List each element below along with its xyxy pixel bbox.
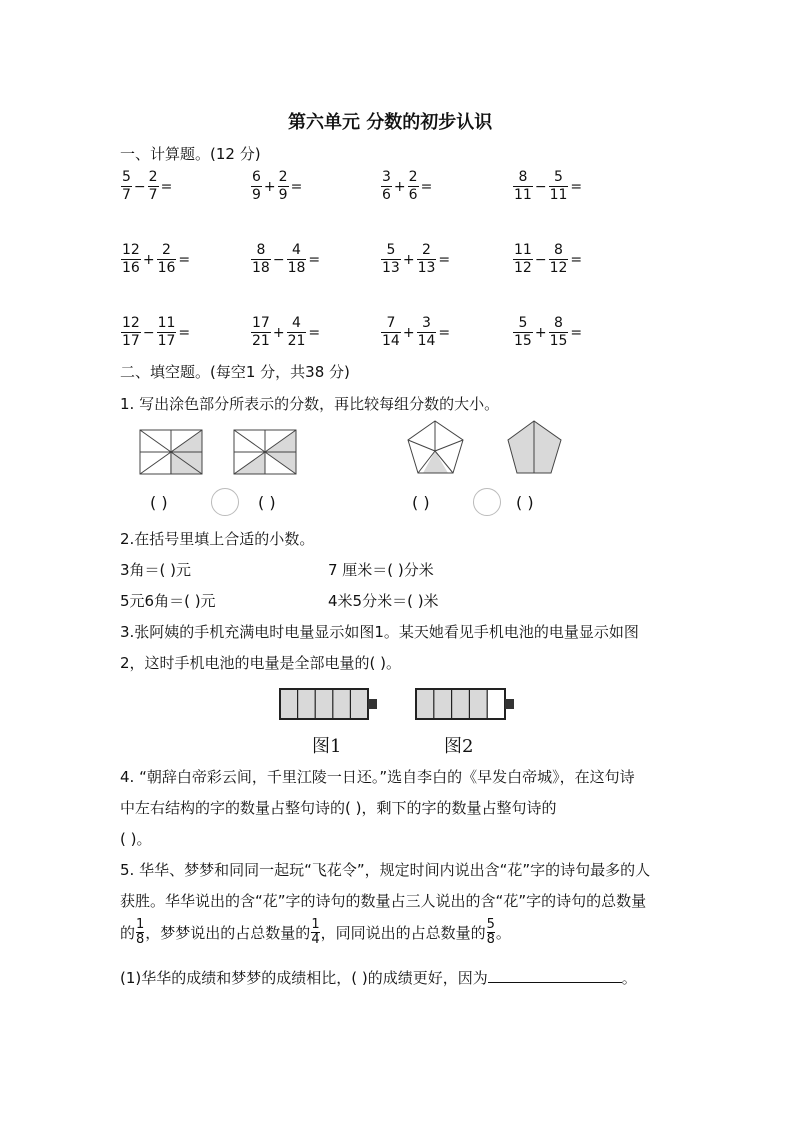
- equals-sign: =: [308, 324, 321, 341]
- q2-text: 2.在括号里填上合适的小数。: [120, 530, 315, 548]
- q2-item-4: 4米5分米＝( )米: [328, 592, 439, 610]
- fraction-five-eighths: 5 8: [486, 917, 495, 947]
- q2-item-3: 5元6角＝( )元: [120, 592, 216, 610]
- operator: +: [393, 178, 406, 195]
- fraction: 8 18: [252, 242, 270, 276]
- equals-sign: =: [570, 324, 583, 341]
- compare-circle-1[interactable]: [211, 488, 239, 516]
- equals-sign: =: [160, 178, 173, 195]
- equals-sign: =: [308, 251, 321, 268]
- rect-figure-1: [140, 430, 202, 474]
- fraction: 8 11: [514, 169, 532, 203]
- fraction-one-quarter: 1 4: [311, 917, 320, 947]
- q4-line-1: 4. “朝辞白帝彩云间，千里江陵一日还。”选自李白的《早发白帝城》，在这句诗: [120, 768, 635, 786]
- pentagon-figure-2: [508, 421, 561, 473]
- q5-text-d: 。: [495, 923, 511, 942]
- calc-problem: [380, 170, 433, 203]
- fraction: 12 17: [122, 315, 140, 349]
- answer-paren-4[interactable]: ( ): [516, 493, 534, 512]
- operator: −: [534, 178, 547, 195]
- equals-sign: =: [178, 251, 191, 268]
- calc-problem: [250, 170, 303, 203]
- answer-paren-2[interactable]: ( ): [258, 493, 276, 512]
- page-title: 第六单元 分数的初步认识: [288, 112, 493, 133]
- calc-problem: [250, 243, 321, 276]
- q5-text-a: 的: [120, 923, 136, 942]
- operator: +: [534, 324, 547, 341]
- fraction: 11 12: [514, 242, 532, 276]
- fraction: 3 6: [382, 169, 391, 203]
- answer-paren-1[interactable]: ( ): [150, 493, 168, 512]
- operator: +: [402, 324, 415, 341]
- operator: +: [272, 324, 285, 341]
- rect-figure-2: [234, 430, 296, 474]
- q4-line-2: 中左右结构的字的数量占整句诗的( )，剩下的字的数量占整句诗的: [120, 799, 557, 817]
- calc-problem: [380, 243, 451, 276]
- answer-paren-3[interactable]: ( ): [412, 493, 430, 512]
- fraction: 5 15: [514, 315, 532, 349]
- operator: +: [402, 251, 415, 268]
- compare-circle-2[interactable]: [473, 488, 501, 516]
- q5-line-1: 5. 华华、梦梦和同同一起玩“飞花令”，规定时间内说出含“花”字的诗句最多的人: [120, 861, 651, 879]
- fraction: $\frac{11}{17}$: [157, 315, 176, 349]
- calc-problem: [512, 243, 583, 276]
- fig1-caption: 图1: [312, 736, 342, 757]
- q5-sub-1: (1)华华的成绩和梦梦的成绩相比，( )的成绩更好，因为 。: [120, 969, 637, 987]
- q5-line-3: [120, 918, 511, 947]
- fraction: $\frac{2}{6}$: [408, 169, 418, 203]
- fraction: $\frac{2}{9}$: [278, 169, 288, 203]
- fraction: 7 14: [382, 315, 400, 349]
- calc-problem: [250, 316, 321, 349]
- q3-line-2: 2，这时手机电池的电量是全部电量的( )。: [120, 654, 402, 672]
- battery-figure-2: [414, 687, 518, 723]
- q2-item-1: 3角＝( )元: [120, 561, 192, 579]
- operator: −: [272, 251, 285, 268]
- fraction: 5 13: [382, 242, 400, 276]
- calc-problem: [120, 170, 173, 203]
- operator: −: [534, 251, 547, 268]
- equals-sign: =: [290, 178, 303, 195]
- q5-text-b: ，梦梦说出的占总数量的: [145, 923, 311, 942]
- calc-problem: [120, 316, 191, 349]
- fraction: $\frac{4}{18}$: [287, 242, 306, 276]
- fraction: $\frac{4}{21}$: [287, 315, 306, 349]
- fraction: 6 9: [252, 169, 261, 203]
- pentagon-figure-1: [408, 421, 463, 473]
- fraction: $\frac{2}{16}$: [157, 242, 176, 276]
- equals-sign: =: [420, 178, 433, 195]
- fraction: 5 7: [122, 169, 131, 203]
- fraction: $\frac{3}{14}$: [417, 315, 436, 349]
- operator: −: [133, 178, 146, 195]
- q1-text: 1. 写出涂色部分所表示的分数，再比较每组分数的大小。: [120, 395, 500, 413]
- rect-figures: [138, 428, 308, 478]
- operator: +: [263, 178, 276, 195]
- fig2-caption: 图2: [444, 736, 474, 757]
- q2-item-2: 7 厘米＝( )分米: [328, 561, 434, 579]
- q5-line-2: 获胜。华华说出的含“花”字的诗句的数量占三人说出的含“花”字的诗句的总数量: [120, 892, 647, 910]
- operator: −: [142, 324, 155, 341]
- fraction: $\frac{8}{15}$: [549, 315, 568, 349]
- equals-sign: =: [438, 324, 451, 341]
- fraction: 12 16: [122, 242, 140, 276]
- answer-blank[interactable]: [488, 967, 622, 983]
- section2-heading: 二、填空题。(每空1 分，共38 分): [120, 363, 350, 381]
- equals-sign: =: [570, 178, 583, 195]
- equals-sign: =: [178, 324, 191, 341]
- equals-sign: =: [438, 251, 451, 268]
- fraction: 17 21: [252, 315, 270, 349]
- operator: +: [142, 251, 155, 268]
- q4-line-3: ( )。: [120, 830, 152, 848]
- pentagon-figures: [406, 418, 566, 480]
- q5-text-c: ，同同说出的占总数量的: [320, 923, 486, 942]
- fraction: $\frac{2}{13}$: [417, 242, 436, 276]
- calc-problem: [120, 243, 191, 276]
- battery-figure-1: [278, 687, 380, 723]
- section1-heading: 一、计算题。(12 分): [120, 145, 261, 163]
- q3-line-1: 3.张阿姨的手机充满电时电量显示如图1。某天她看见手机电池的电量显示如图: [120, 623, 639, 641]
- calc-problem: [512, 316, 583, 349]
- fraction: $\frac{8}{12}$: [549, 242, 568, 276]
- equals-sign: =: [570, 251, 583, 268]
- calc-problem: [380, 316, 451, 349]
- calc-problem: [512, 170, 583, 203]
- fraction: $\frac{5}{11}$: [549, 169, 568, 203]
- fraction-one-eighth: 1 8: [136, 917, 145, 947]
- fraction: $\frac{2}{7}$: [148, 169, 158, 203]
